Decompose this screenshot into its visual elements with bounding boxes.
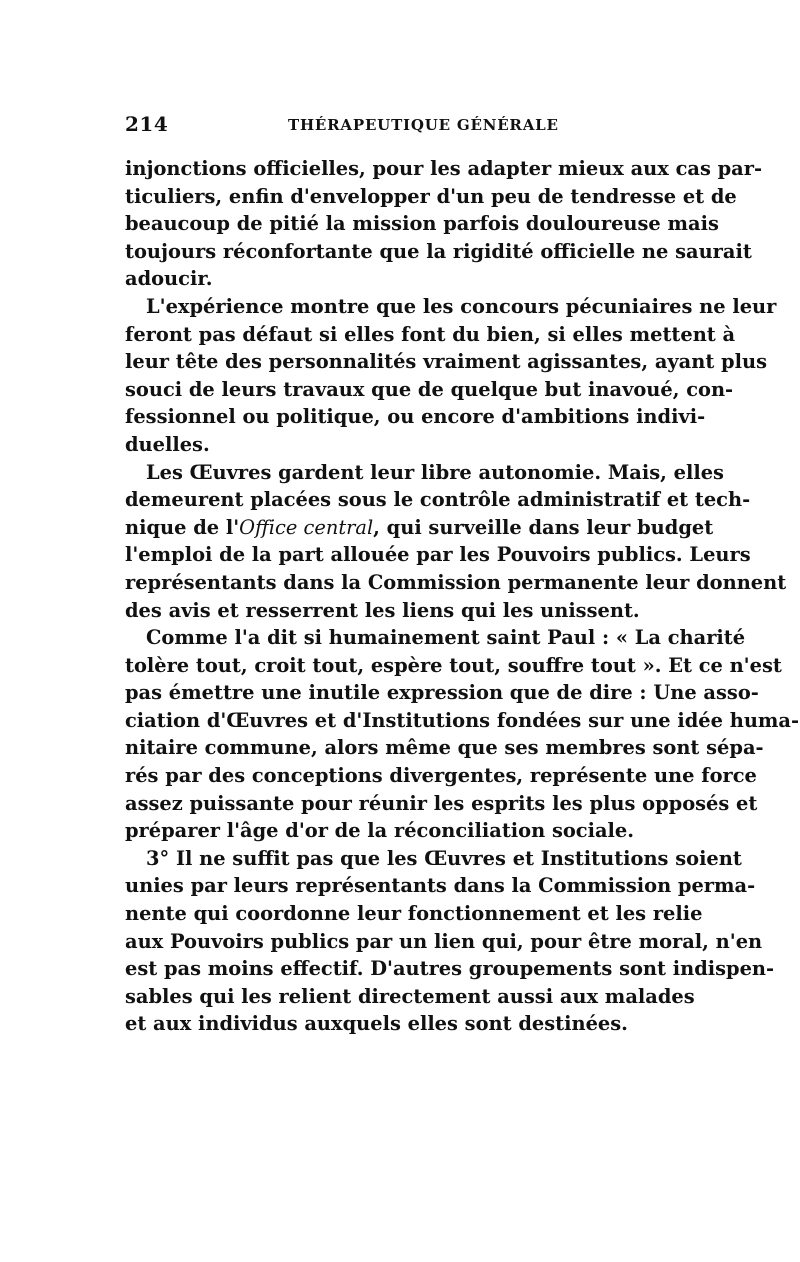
body-text — [125, 155, 800, 1038]
text-line: est pas moins effectif. D'autres groupements sont indispen- — [125, 957, 775, 981]
text-line: représentants dans la Commission permanente leur donnent — [125, 570, 787, 594]
text-line: des avis et resserrent les liens qui les unissent. — [125, 598, 640, 622]
text-line: tolère tout, croit tout, espère tout, souffre tout ». Et ce n'est — [125, 653, 782, 677]
text-line: injonctions officielles, pour les adapter mieux aux cas par- — [125, 157, 763, 180]
text-line: et aux individus auxquels elles sont destinées. — [125, 1012, 628, 1036]
text-line-with-italic — [125, 514, 714, 542]
text-line: Les Œuvres gardent leur libre autonomie. Mais, elles — [146, 460, 724, 484]
text-line: beaucoup de pitié la mission parfois douloureuse mais — [125, 212, 719, 236]
text-line: assez puissante pour réunir les esprits les plus opposés et — [125, 791, 758, 815]
page-number: 214 — [125, 112, 169, 136]
text-line: unies par leurs représentants dans la Commission perma- — [125, 874, 756, 898]
text-line: leur tête des personnalités vraiment agissantes, ayant plus — [125, 350, 767, 374]
text-line: L'expérience montre que les concours pécuniaires ne leur — [146, 294, 777, 318]
text-line: nitaire commune, alors même que ses membres sont sépa- — [125, 736, 764, 760]
text-line: souci de leurs travaux que de quelque but inavoué, con- — [125, 377, 734, 401]
text-line: adoucir. — [125, 267, 213, 291]
text-line: demeurent placées sous le contrôle administratif et tech- — [125, 488, 751, 512]
italic-term: Office central — [239, 515, 374, 539]
text-segment: , qui surveille dans leur budget — [373, 515, 714, 539]
text-line: feront pas défaut si elles font du bien, si elles mettent à — [125, 322, 736, 346]
text-line: aux Pouvoirs publics par un lien qui, pour être moral, n'en — [125, 929, 763, 953]
text-line: ciation d'Œuvres et d'Institutions fondées sur une idée huma- — [125, 708, 800, 732]
text-line: duelles. — [125, 432, 210, 456]
text-line: toujours réconfortante que la rigidité officielle ne saurait — [125, 239, 752, 263]
text-line: préparer l'âge d'or de la réconciliation sociale. — [125, 819, 634, 843]
text-segment: nique de l' — [125, 515, 240, 539]
running-title: THÉRAPEUTIQUE GÉNÉRALE — [288, 116, 559, 134]
text-line: nente qui coordonne leur fonctionnement et les relie — [125, 902, 703, 926]
text-line: 3° Il ne suffit pas que les Œuvres et Institutions soient — [146, 846, 742, 870]
text-line: pas émettre une inutile expression que de dire : Une asso- — [125, 681, 759, 705]
text-line: rés par des conceptions divergentes, représente une force — [125, 764, 757, 788]
text-line: sables qui les relient directement aussi aux malades — [125, 984, 695, 1008]
text-line: fessionnel ou politique, ou encore d'ambitions indivi- — [125, 405, 706, 429]
text-line: Comme l'a dit si humainement saint Paul : « La charité — [146, 626, 746, 650]
text-line: l'emploi de la part allouée par les Pouvoirs publics. Leurs — [125, 543, 751, 567]
text-line: ticuliers, enfin d'envelopper d'un peu de tendresse et de — [125, 184, 737, 208]
page-header — [125, 112, 680, 142]
